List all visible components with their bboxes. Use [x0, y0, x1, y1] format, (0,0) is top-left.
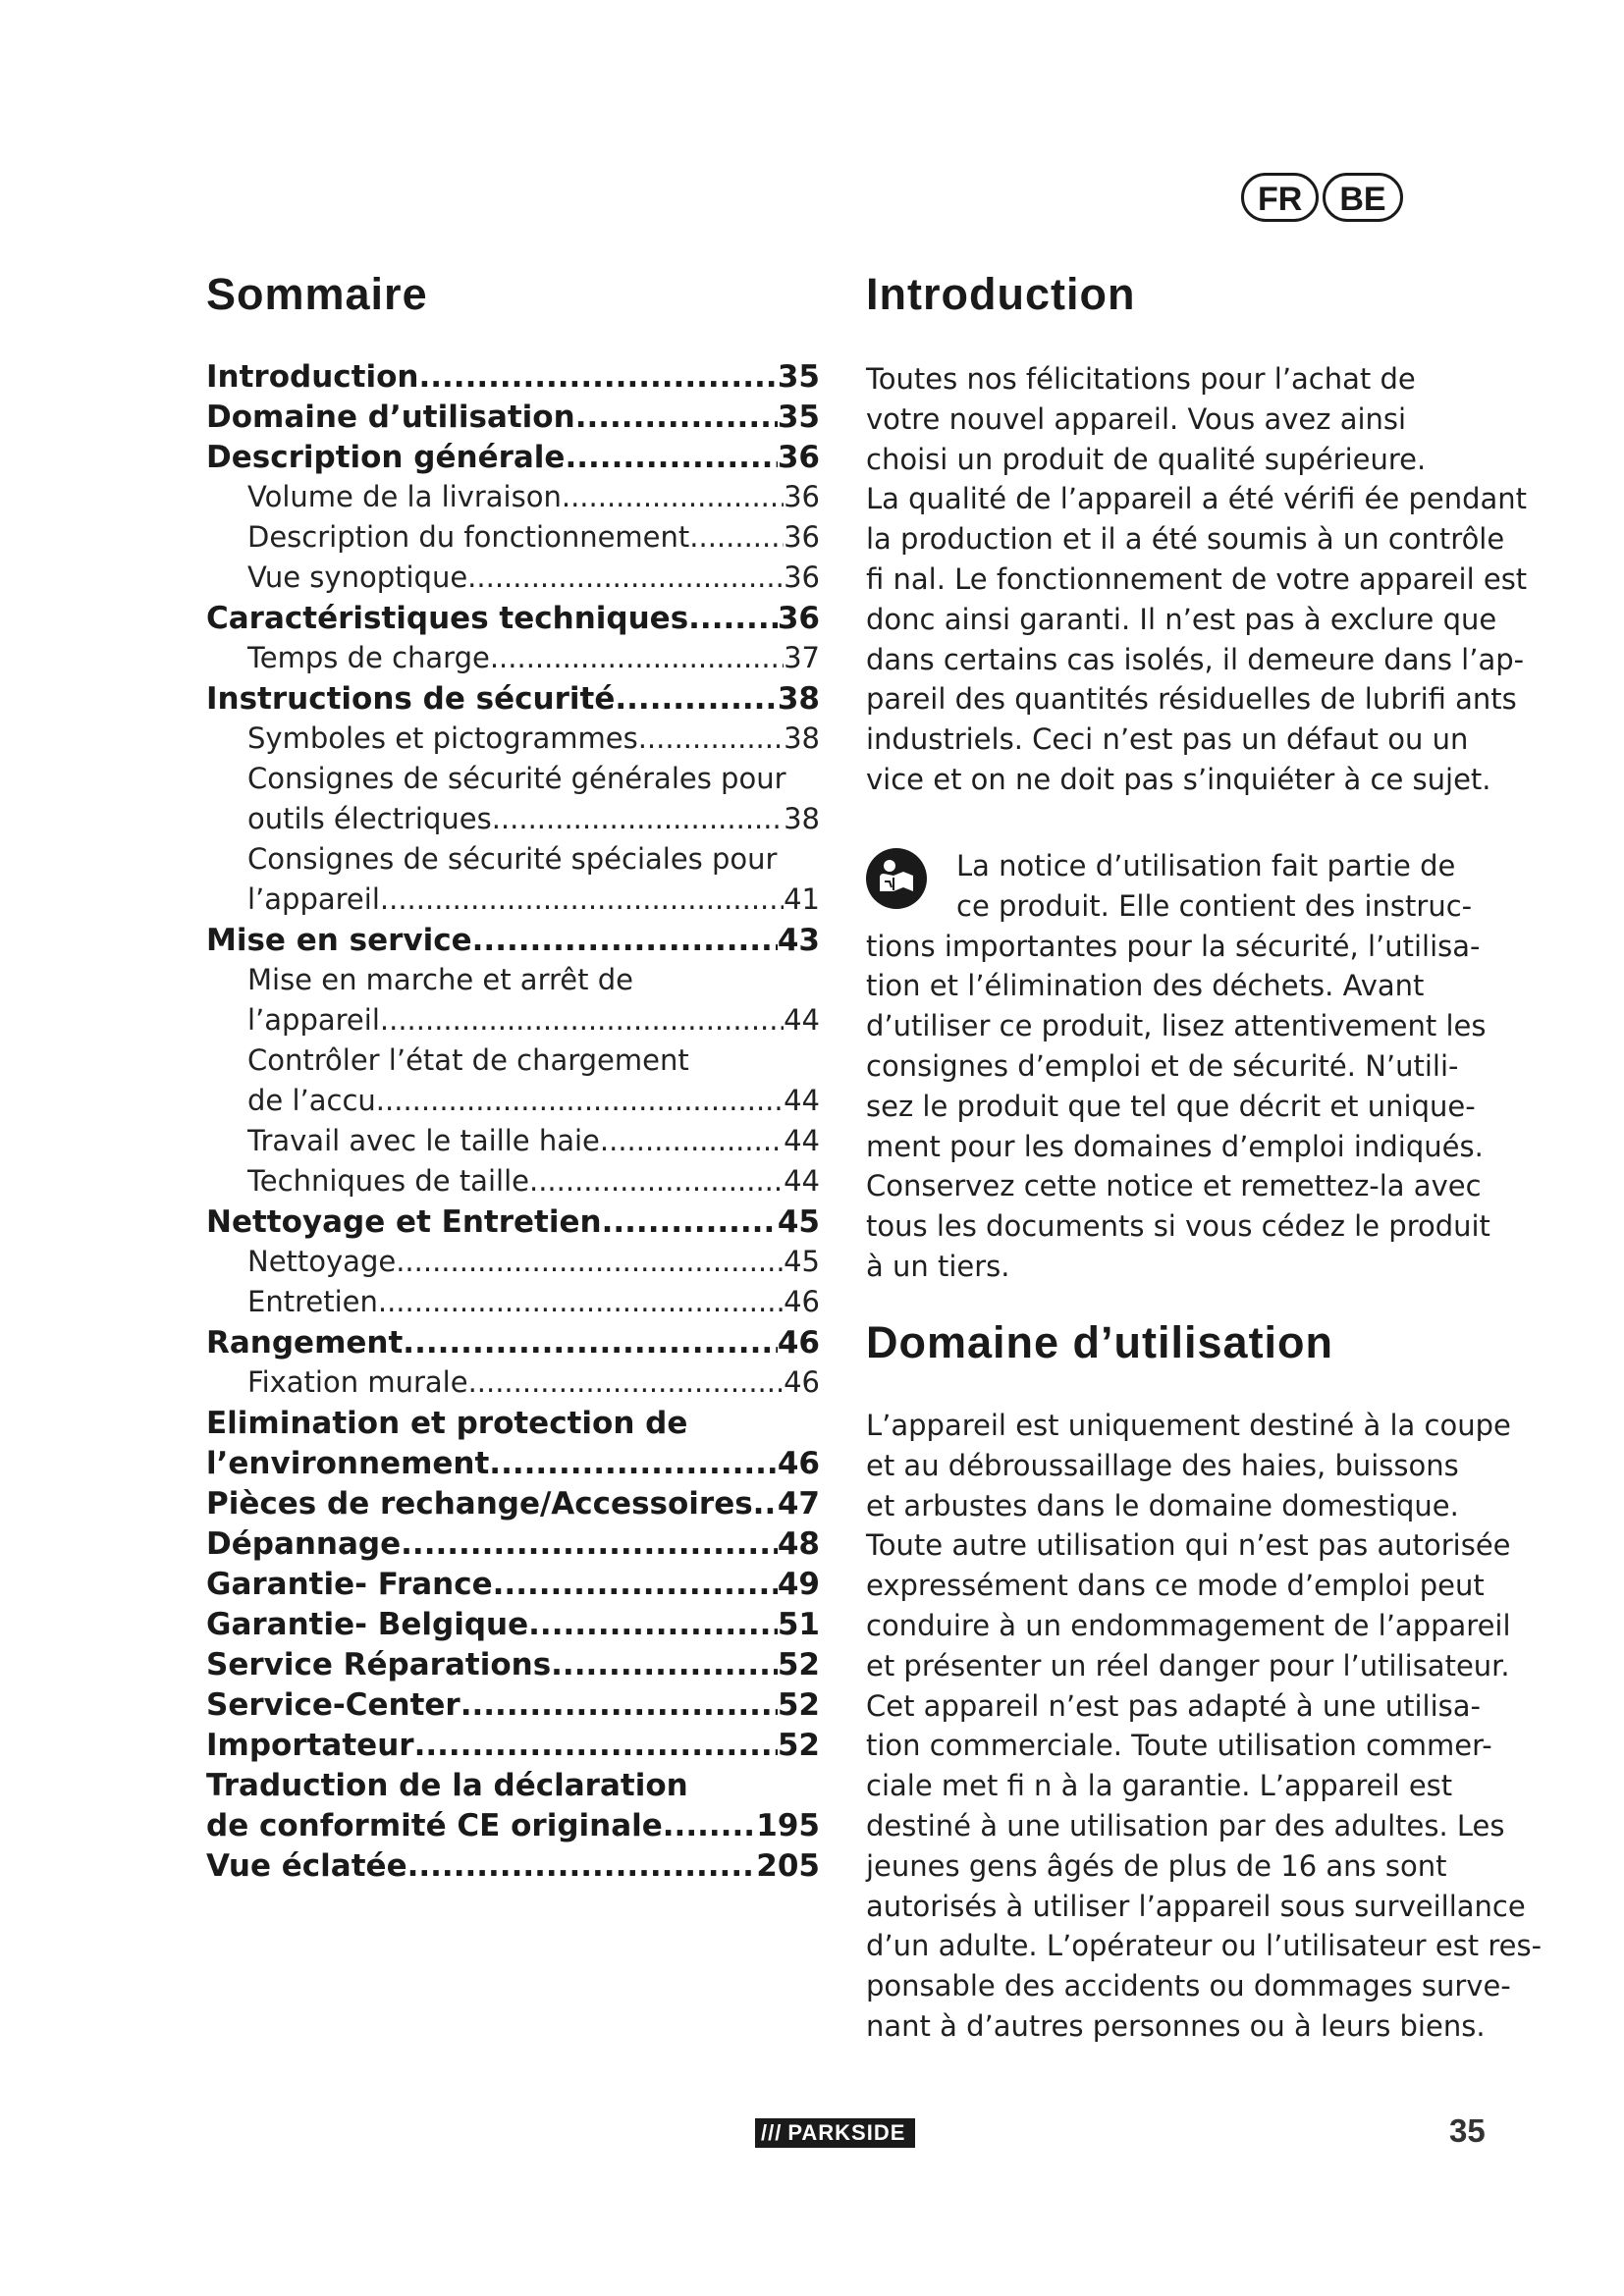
text-line: expressément dans ce mode d’emploi peut [866, 1569, 1485, 1603]
toc-entry-label: Vue éclatée [206, 1848, 407, 1884]
toc-entry [206, 1848, 820, 1889]
toc-entry-page: 38 [784, 721, 820, 755]
toc-entry-label: outils électriques [247, 802, 492, 835]
toc-entry [206, 1204, 820, 1245]
text-line: ment pour les domaines d’emploi indiqués. [866, 1129, 1484, 1163]
toc-entry-page: 36 [777, 440, 820, 475]
text-line: d’un adulte. L’opérateur ou l’utilisateur est res- [866, 1929, 1543, 1963]
toc-entry-label: Techniques de taille [247, 1164, 529, 1198]
text-line: et arbustes dans le domaine domestique. [866, 1488, 1459, 1522]
text-line: Cet appareil n’est pas adapté à une utilisa- [866, 1688, 1482, 1723]
toc-entry [206, 802, 820, 842]
text-line: sez le produit que tel que décrit et unique- [866, 1089, 1476, 1123]
toc-dot-leader [753, 1486, 778, 1522]
toc-entry [206, 1164, 820, 1204]
toc-entry-page: 35 [777, 359, 820, 395]
text-line: Conservez cette notice et remettez-la avec [866, 1169, 1482, 1203]
toc-entry-page: 46 [784, 1285, 820, 1318]
text-line: ciale met fi n à la garantie. L’appareil est [866, 1769, 1453, 1803]
toc-entry-label: Service-Center [206, 1687, 460, 1723]
toc-entry-page: 44 [784, 1124, 820, 1157]
toc-dot-leader [468, 1365, 785, 1399]
text-line: et présenter un réel danger pour l’utilisateur. [866, 1648, 1510, 1682]
toc-entry-page: 46 [777, 1325, 820, 1361]
toc-entry [206, 1285, 820, 1325]
toc-entry [206, 1406, 820, 1446]
toc-entry-page: 48 [777, 1526, 820, 1562]
page-number: 35 [1449, 2112, 1486, 2149]
text-line: à un tiers. [866, 1249, 1010, 1283]
toc-entry [206, 1486, 820, 1526]
toc-dot-leader [575, 400, 778, 435]
text-line: fi nal. Le fonctionnement de votre appareil est [866, 561, 1528, 596]
toc-entry [206, 641, 820, 681]
toc-entry-label: Description du fonctionnement [247, 520, 690, 554]
toc-dot-leader [565, 440, 777, 475]
toc-dot-leader [638, 721, 784, 755]
toc-entry-label: Garantie- Belgique [206, 1607, 529, 1642]
toc-entry [206, 1245, 820, 1285]
toc-dot-leader [396, 1245, 784, 1278]
toc-entry-page: 36 [784, 480, 820, 513]
toc-entry [206, 1124, 820, 1164]
language-badges [1241, 173, 1403, 222]
lang-badge-be: BE [1323, 173, 1402, 222]
toc-entry-page: 35 [777, 400, 820, 435]
toc-dot-leader [492, 802, 784, 835]
toc-entry [206, 1446, 820, 1486]
toc-entry [206, 440, 820, 480]
toc-entry-label: de conformité CE originale [206, 1808, 663, 1843]
text-line: tions importantes pour la sécurité, l’utilisa- [866, 929, 1481, 963]
text-line: choisi un produit de qualité supérieure. [866, 442, 1427, 476]
toc-dot-leader [490, 641, 784, 674]
toc-entry-label: Pièces de rechange/Accessoires [206, 1486, 753, 1522]
toc-entry-label: Volume de la livraison [247, 480, 562, 513]
toc-entry [206, 480, 820, 520]
toc-dot-leader [414, 1728, 778, 1763]
toc-dot-leader [529, 1164, 784, 1198]
toc-entry-label: Fixation murale [247, 1365, 468, 1399]
toc-entry [206, 1365, 820, 1406]
toc-entry-page: 38 [784, 802, 820, 835]
toc-title: Sommaire [206, 269, 428, 319]
toc-entry-label: Service Réparations [206, 1647, 552, 1682]
toc-dot-leader [418, 359, 777, 395]
toc-dot-leader [528, 1607, 778, 1642]
toc-entry-page: 52 [777, 1647, 820, 1682]
toc-dot-leader [663, 1808, 757, 1843]
text-line: jeunes gens âgés de plus de 16 ans sont [866, 1848, 1447, 1883]
toc-entry-label: Mise en service [206, 923, 472, 958]
parkside-logo [755, 2118, 915, 2148]
toc-entry-label: l’environnement [206, 1446, 490, 1481]
toc-entry-label: Symboles et pictogrammes [247, 721, 638, 755]
toc-entry [206, 1808, 820, 1848]
toc-dot-leader [403, 1325, 778, 1361]
toc-dot-leader [489, 1446, 778, 1481]
text-line: industriels. Ceci n’est pas un défaut ou un [866, 722, 1469, 757]
toc-entry-label: Vue synoptique [247, 561, 468, 594]
text-line: tion commerciale. Toute utilisation commer- [866, 1729, 1492, 1763]
text-line: nant à d’autres personnes ou à leurs biens. [866, 2008, 1486, 2043]
toc-entry-label: Mise en marche et arrêt de [247, 963, 633, 996]
toc-entry-label: Nettoyage et Entretien [206, 1204, 602, 1240]
toc-entry [206, 1526, 820, 1567]
toc-entry-label: Consignes de sécurité spéciales pour [247, 842, 778, 876]
toc-entry-page: 45 [784, 1245, 820, 1278]
notice-text [866, 846, 1494, 1287]
toc-entry-label: Consignes de sécurité générales pour [247, 762, 786, 795]
toc-entry-label: Rangement [206, 1325, 404, 1361]
toc-dot-leader [407, 1848, 757, 1884]
toc-entry [206, 963, 820, 1003]
domaine-title: Domaine d’utilisation [866, 1317, 1334, 1367]
text-line: consignes d’emploi et de sécurité. N’utili- [866, 1048, 1459, 1083]
toc-entry [206, 1728, 820, 1768]
toc-entry [206, 561, 820, 601]
toc-dot-leader [380, 882, 784, 916]
toc-entry-label: Dépannage [206, 1526, 402, 1562]
toc-entry-label: Importateur [206, 1728, 414, 1763]
toc-dot-leader [378, 1285, 784, 1318]
text-line: destiné à une utilisation par des adultes. Les [866, 1808, 1505, 1842]
toc-entry [206, 1647, 820, 1687]
toc-entry-page: 41 [784, 882, 820, 916]
toc-entry [206, 762, 820, 802]
toc-entry-page: 44 [784, 1164, 820, 1198]
toc-dot-leader [467, 561, 784, 594]
domaine-text [866, 1406, 1543, 2047]
toc-entry-label: Caractéristiques techniques [206, 601, 689, 636]
text-line: d’utiliser ce produit, lisez attentivement les [866, 1009, 1487, 1043]
text-line: La qualité de l’appareil a été vérifi ée pendant [866, 482, 1528, 516]
text-line: votre nouvel appareil. Vous avez ainsi [866, 401, 1407, 436]
toc-dot-leader [460, 1687, 778, 1723]
toc-entry [206, 923, 820, 963]
toc-entry-page: 47 [777, 1486, 820, 1522]
toc-entry-label: Entretien [247, 1285, 378, 1318]
toc-dot-leader [493, 1567, 778, 1602]
lang-badge-fr: FR [1241, 173, 1319, 222]
toc-entry [206, 400, 820, 440]
text-line: tion et l’élimination des déchets. Avant [866, 969, 1425, 1003]
toc-entry-page: 43 [777, 923, 820, 958]
toc-entry [206, 721, 820, 762]
toc-entry-page: 195 [756, 1808, 820, 1843]
text-line: La notice d’utilisation fait partie de [956, 849, 1456, 882]
toc-entry [206, 1325, 820, 1365]
toc-entry [206, 1687, 820, 1728]
brand-name: PARKSIDE [787, 2120, 906, 2145]
toc-entry-page: 49 [777, 1567, 820, 1602]
toc-entry [206, 1003, 820, 1043]
toc-dot-leader [600, 1124, 784, 1157]
toc-entry-page: 52 [777, 1687, 820, 1723]
toc-entry [206, 681, 820, 721]
toc-entry [206, 520, 820, 561]
toc-dot-leader [380, 1003, 784, 1037]
toc-entry-label: Elimination et protection de [206, 1406, 688, 1441]
toc-entry-page: 44 [784, 1003, 820, 1037]
toc-entry-page: 44 [784, 1084, 820, 1117]
toc-entry-page: 36 [784, 561, 820, 594]
toc-entry-label: Introduction [206, 359, 419, 395]
introduction-text [866, 359, 1528, 800]
toc-entry-page: 38 [777, 681, 820, 717]
toc-entry-label: Contrôler l’état de chargement [247, 1043, 689, 1077]
text-line: autorisés à utiliser l’appareil sous surveillance [866, 1889, 1526, 1923]
toc-entry-page: 46 [777, 1446, 820, 1481]
toc-dot-leader [602, 1204, 778, 1240]
table-of-contents [206, 359, 820, 1889]
toc-dot-leader [551, 1647, 778, 1682]
toc-entry-label: de l’accu [247, 1084, 376, 1117]
toc-entry-page: 36 [784, 520, 820, 554]
toc-entry-page: 37 [784, 641, 820, 674]
toc-entry-page: 51 [777, 1607, 820, 1642]
text-line: la production et il a été soumis à un contrôle [866, 522, 1505, 557]
toc-entry-page: 36 [777, 601, 820, 636]
toc-entry-label: Instructions de sécurité [206, 681, 616, 717]
text-line: Toute autre utilisation qui n’est pas autorisée [866, 1528, 1511, 1563]
toc-entry [206, 1567, 820, 1607]
toc-entry-label: Nettoyage [247, 1245, 397, 1278]
toc-entry [206, 1043, 820, 1084]
toc-dot-leader [615, 681, 778, 717]
logo-stripes-icon: /// [761, 2120, 783, 2145]
toc-dot-leader [689, 520, 784, 554]
toc-entry [206, 882, 820, 923]
text-line: tous les documents si vous cédez le produit [866, 1209, 1490, 1244]
toc-dot-leader [376, 1084, 784, 1117]
text-line: conduire à un endommagement de l’appareil [866, 1608, 1511, 1642]
introduction-title: Introduction [866, 269, 1136, 319]
toc-entry-label: Description générale [206, 440, 566, 475]
toc-entry [206, 1607, 820, 1647]
text-line: et au débroussaillage des haies, buissons [866, 1448, 1459, 1482]
text-line: ce produit. Elle contient des instruc- [956, 888, 1473, 923]
text-line: vice et on ne doit pas s’inquiéter à ce sujet. [866, 762, 1491, 796]
text-line: pareil des quantités résiduelles de lubrifi ants [866, 682, 1517, 717]
toc-dot-leader [688, 601, 778, 636]
toc-entry-label: Temps de charge [247, 641, 490, 674]
text-line: donc ainsi garanti. Il n’est pas à exclure que [866, 602, 1497, 636]
toc-entry-page: 45 [777, 1204, 820, 1240]
toc-entry-label: l’appareil [247, 882, 380, 916]
toc-entry-page: 52 [777, 1728, 820, 1763]
toc-entry-page: 46 [784, 1365, 820, 1399]
text-line: dans certains cas isolés, il demeure dans l’ap- [866, 642, 1525, 676]
text-line: ponsable des accidents ou dommages surve- [866, 1969, 1511, 2003]
toc-entry [206, 1084, 820, 1124]
text-line: L’appareil est uniquement destiné à la coupe [866, 1409, 1511, 1442]
toc-entry-label: Domaine d’utilisation [206, 400, 575, 435]
toc-entry-label: Garantie- France [206, 1567, 493, 1602]
toc-dot-leader [562, 480, 784, 513]
toc-dot-leader [401, 1526, 778, 1562]
toc-entry [206, 1768, 820, 1808]
toc-entry [206, 842, 820, 882]
toc-entry [206, 359, 820, 400]
toc-entry-label: Traduction de la déclaration [206, 1768, 688, 1803]
toc-entry-label: Travail avec le taille haie [247, 1124, 600, 1157]
text-line: Toutes nos félicitations pour l’achat de [866, 362, 1416, 396]
toc-entry-label: l’appareil [247, 1003, 380, 1037]
toc-entry [206, 601, 820, 641]
toc-entry-page: 205 [756, 1848, 820, 1884]
toc-dot-leader [472, 923, 778, 958]
